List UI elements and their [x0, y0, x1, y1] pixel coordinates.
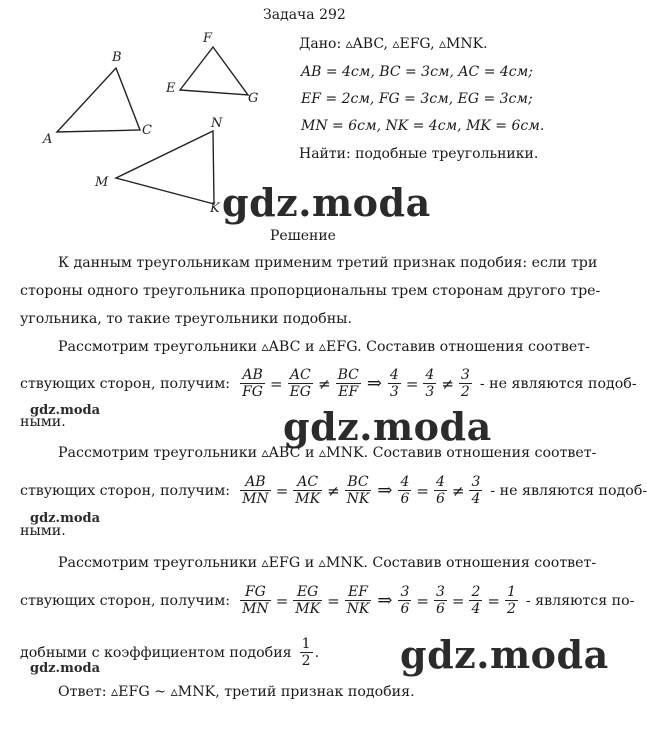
label-m: M	[95, 175, 109, 190]
case1-prefix: ствующих сторон, получим:	[20, 375, 231, 392]
case3-tail-text: добными с коэффициентом подобия	[20, 644, 292, 661]
intro-line-2: стороны одного треугольника пропорциональны трем сторонам другого тре-	[20, 283, 601, 299]
watermark-small: gdz.moda	[30, 511, 101, 526]
fraction: $\frac{1}{2}$	[506, 584, 516, 617]
label-c: C	[142, 123, 152, 138]
fraction: $\frac{AC}{EG}$	[289, 367, 311, 400]
label-k: K	[210, 201, 220, 216]
given-line-1: Дано: ▵ABC, ▵EFG, ▵MNK.	[299, 36, 488, 52]
case2-tail: ными.	[20, 523, 66, 539]
watermark: gdz.moda	[283, 404, 492, 449]
intro-line-3: угольника, то такие треугольники подобны.	[20, 311, 352, 327]
fraction: $\frac{4}{3}$	[425, 367, 435, 400]
fraction: $\frac{EF}{NK}$	[346, 584, 370, 617]
fraction: $\frac{4}{6}$	[400, 474, 410, 507]
label-b: B	[112, 50, 122, 65]
case3-tail: добными с коэффициентом подобия $\frac{1}{2}$ .	[20, 636, 320, 669]
case3-line: Рассмотрим треугольники ▵EFG и ▵MNK. Составив отношения соответ-	[58, 555, 597, 571]
fraction: $\frac{AB}{MN}$	[242, 474, 269, 507]
label-g: G	[248, 91, 259, 106]
given-line-4: MN = 6см, NK = 4см, MK = 6см.	[301, 118, 545, 134]
case3-prefix: ствующих сторон, получим:	[20, 592, 231, 609]
watermark: gdz.moda	[222, 180, 431, 225]
answer: Ответ: ▵EFG ~ ▵MNK, третий признак подобия.	[58, 684, 415, 700]
case1-equation: ствующих сторон, получим: $\frac{AB}{FG}$ = $\frac{AC}{EG}$ ≠ $\frac{BC}{EF}$ ⇒ $\frac{4}{3}$ = $\frac{4}{3}$ ≠ $\frac{3}{2}$ - не являются подоб-	[20, 367, 637, 400]
watermark: gdz.moda	[400, 632, 609, 677]
fraction: $\frac{3}{4}$	[471, 474, 481, 507]
case1-line: Рассмотрим треугольники ▵ABC и ▵EFG. Составив отношения соответ-	[58, 339, 590, 355]
fraction: $\frac{3}{2}$	[460, 367, 470, 400]
triangle-efg	[165, 31, 258, 106]
fraction: $\frac{AC}{MK}$	[295, 474, 321, 507]
case2-suffix: - не являются подоб-	[490, 482, 647, 499]
fraction: $\frac{AB}{FG}$	[242, 367, 263, 400]
fraction: $\frac{3}{6}$	[435, 584, 445, 617]
watermark-small: gdz.moda	[30, 661, 101, 676]
given-find: Найти: подобные треугольники.	[299, 146, 539, 162]
solution-heading: Решение	[270, 228, 336, 244]
watermark-small: gdz.moda	[30, 403, 101, 418]
fraction: $\frac{FG}{MN}$	[242, 584, 269, 617]
fraction: $\frac{4}{3}$	[389, 367, 399, 400]
fraction: $\frac{EG}{MK}$	[295, 584, 321, 617]
problem-title: Задача 292	[263, 7, 346, 23]
case2-prefix: ствующих сторон, получим:	[20, 482, 231, 499]
label-e: E	[166, 81, 176, 96]
case3-equation: ствующих сторон, получим: $\frac{FG}{MN}$ = $\frac{EG}{MK}$ = $\frac{EF}{NK}$ ⇒ $\frac{3}{6}$ = $\frac{3}{6}$ = $\frac{2}{4}$ = $\frac{1}{2}$ - являются по-	[20, 584, 635, 617]
given-line-2: AB = 4см, BC = 3см, AC = 4см;	[301, 64, 533, 80]
label-a: A	[43, 132, 53, 147]
fraction: $\frac{BC}{EF}$	[337, 367, 359, 400]
case2-equation: ствующих сторон, получим: $\frac{AB}{MN}$ = $\frac{AC}{MK}$ ≠ $\frac{BC}{NK}$ ⇒ $\frac{4}{6}$ = $\frac{4}{6}$ ≠ $\frac{3}{4}$ - не являются подоб-	[20, 474, 647, 507]
case1-tail: ными.	[20, 414, 66, 430]
case3-suffix: - являются по-	[525, 592, 635, 609]
fraction: $\frac{4}{6}$	[435, 474, 445, 507]
fraction: $\frac{2}{4}$	[471, 584, 481, 617]
fraction: $\frac{1}{2}$	[301, 636, 311, 669]
label-f: F	[203, 31, 213, 46]
fraction: $\frac{BC}{NK}$	[346, 474, 370, 507]
case1-suffix: - не являются подоб-	[479, 375, 637, 392]
fraction: $\frac{3}{6}$	[400, 584, 410, 617]
triangle-abc	[42, 50, 152, 147]
intro-line-1: К данным треугольникам применим третий признак подобия: если три	[58, 255, 598, 271]
label-n: N	[211, 116, 223, 131]
given-line-3: EF = 2см, FG = 3см, EG = 3см;	[301, 91, 533, 107]
case2-line: Рассмотрим треугольники ▵ABC и ▵MNK. Составив отношения соответ-	[58, 445, 597, 461]
